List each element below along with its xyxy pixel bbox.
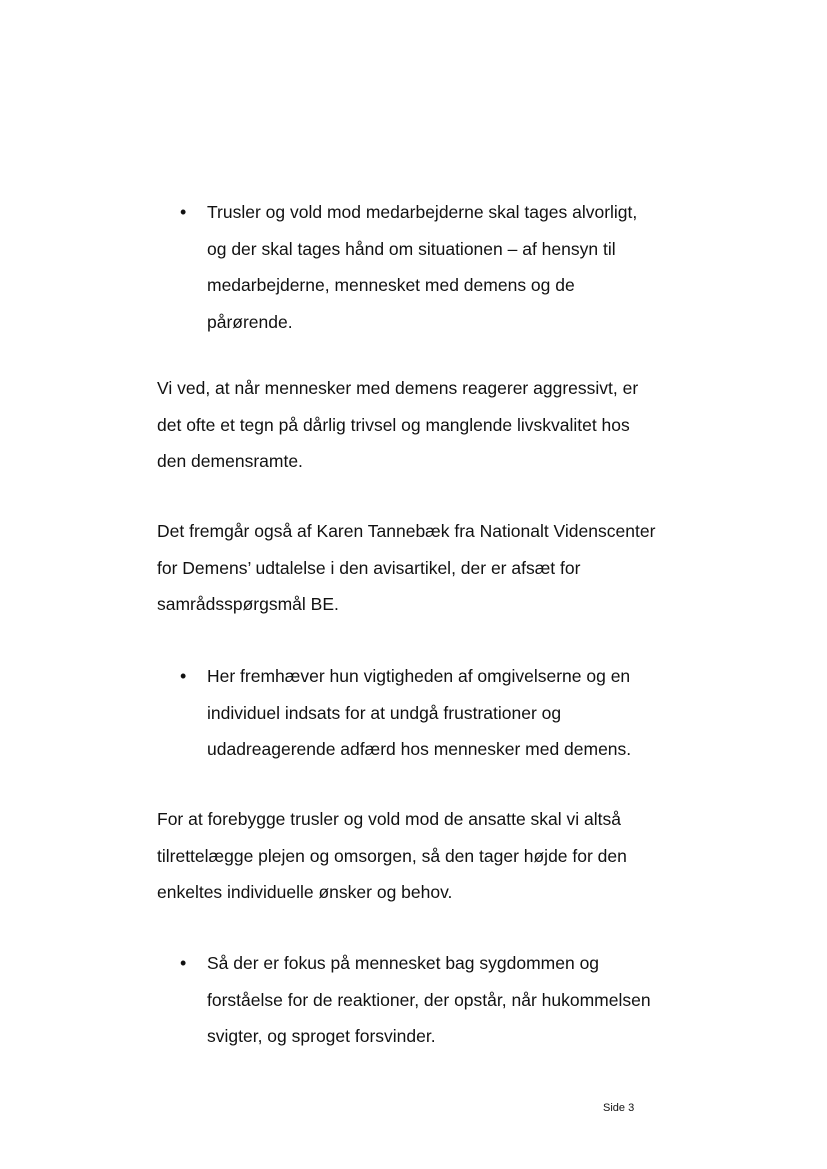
- bullet-icon: •: [180, 953, 187, 973]
- text-line: forståelse for de reaktioner, der opstår, når hukommelsen: [207, 989, 651, 1010]
- text-line: enkeltes individuelle ønsker og behov.: [157, 882, 453, 902]
- text-line: individuel indsats for at undgå frustrationer og: [207, 702, 562, 723]
- paragraph: [157, 801, 687, 911]
- text-line: Her fremhæver hun vigtigheden af omgivelserne og en: [207, 666, 631, 686]
- bullet-icon: •: [180, 666, 187, 686]
- text-line: tilrettelægge plejen og omsorgen, så den tager højde for den: [157, 845, 627, 866]
- text-line: medarbejderne, mennesket med demens og de: [207, 275, 575, 295]
- text-line: For at forebygge trusler og vold mod de ansatte skal vi altså: [157, 809, 621, 829]
- bullet-icon: •: [180, 202, 187, 222]
- text-line: det ofte et tegn på dårlig trivsel og manglende livskvalitet hos: [157, 414, 630, 435]
- text-line: udadreagerende adfærd hos mennesker med demens.: [207, 739, 632, 759]
- page-number: Side 3: [603, 1102, 635, 1114]
- bullet-text: [207, 194, 687, 340]
- text-line: svigter, og sproget forsvinder.: [207, 1026, 436, 1046]
- text-line: for Demens’ udtalelse i den avisartikel, der er afsæt for: [157, 557, 581, 578]
- bullet-text: [207, 945, 687, 1055]
- paragraph: [157, 513, 687, 623]
- text-line: og der skal tages hånd om situationen – af hensyn til: [207, 238, 616, 259]
- text-line: pårørende.: [207, 311, 293, 332]
- text-line: samrådsspørgsmål BE.: [157, 594, 339, 614]
- text-line: Så der er fokus på mennesket bag sygdommen og: [207, 953, 600, 973]
- text-line: Det fremgår også af Karen Tannebæk fra Nationalt Videnscenter: [157, 521, 656, 541]
- text-line: Trusler og vold mod medarbejderne skal tages alvorligt,: [207, 202, 638, 222]
- paragraph: [157, 370, 687, 480]
- text-line: Vi ved, at når mennesker med demens reagerer aggressivt, er: [157, 378, 639, 398]
- bullet-text: [207, 658, 687, 768]
- text-line: den demensramte.: [157, 451, 303, 471]
